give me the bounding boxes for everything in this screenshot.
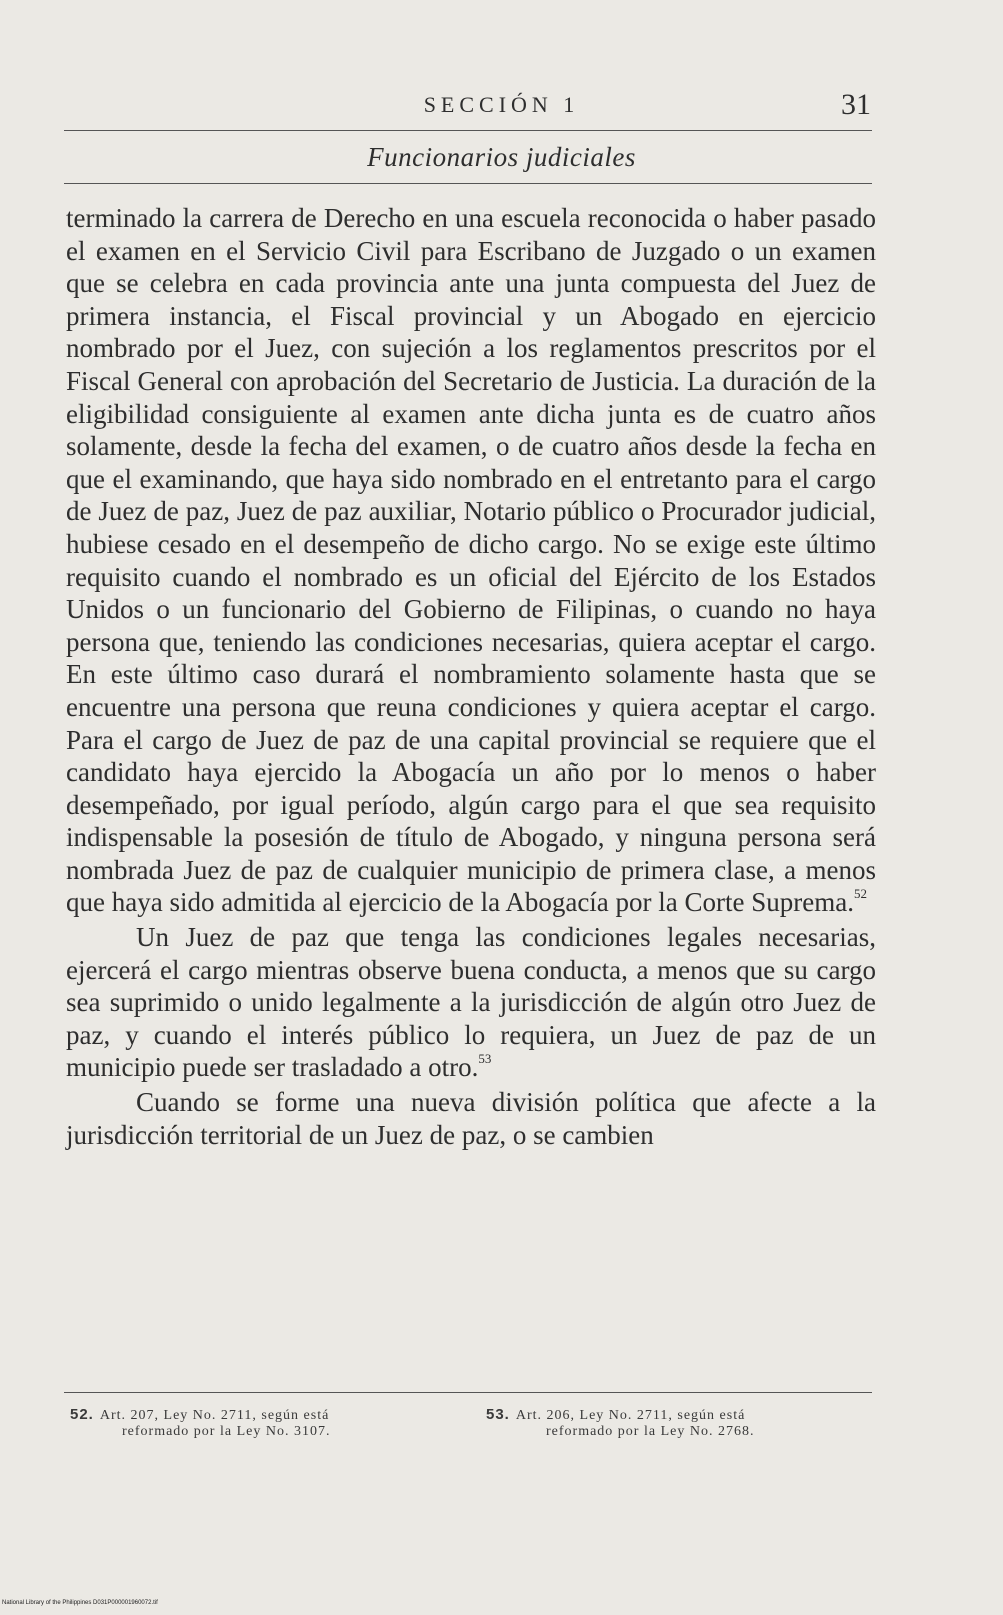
footnote-text-cont: reformado por la Ley No. 2768. (546, 1424, 755, 1439)
paragraph-1: terminado la carrera de Derecho en una escuela reconocida o haber pasado el examen en el Servicio Civil para Escribano de Juzgado o un examen que se celebra en cada provincia ante una junta compuesta del Juez de primera instancia, el Fiscal provincial y un Abogado en ejercicio nombrado por el Juez, con sujeción a los reglamentos prescritos por el Fiscal General con aprobación del Secretario de Justicia. La duración de la eligibilidad consiguiente al examen ante dicha junta es de cuatro años solamente, desde la fecha del examen, o de cuatro años desde la fecha en que el examinando, que haya sido nombrado en el entretanto para el cargo de Juez de paz, Juez de paz auxiliar, Notario público o Procurador judicial, hubiese cesado en el desempeño de dicho cargo. No se exige este último requisito cuando el nombrado es un oficial del Ejército de los Estados Unidos o un funcionario del Gobierno de Filipinas, o cuando no haya persona que, teniendo las condiciones necesarias, quiera aceptar el cargo. En este último caso durará el nombramiento solamente hasta que se encuentre una persona que reuna condiciones y quiera aceptar el cargo. Para el cargo de Juez de paz de una capital provincial se requiere que el candidato haya ejercido la Abogacía un año por lo menos o haber desempeñado, por igual período, algún cargo para el que sea requisito indispensable la posesión de título de Abogado, y ninguna persona será nombrada Juez de paz de cualquier municipio de primera clase, a menos que haya sido admitida al ejercicio de la Abogacía por la Corte Suprema.$^{52}$ (66, 203, 876, 918)
footnotes (70, 1406, 880, 1450)
footnote-ref-53: 53 (478, 1051, 492, 1067)
header-bottom-rule (64, 183, 872, 184)
paragraph-2: Un Juez de paz que tenga las condiciones legales necesarias, ejercerá el cargo mientras observe buena conducta, a menos que su cargo sea suprimido o unido legalmente a la jurisdicción de algún otro Juez de paz, y cuando el interés público lo requiera, un Juez de paz de un municipio puede ser trasladado a otro.$^{53}$ (66, 922, 876, 1083)
chapter-title: Funcionarios judiciales (367, 142, 636, 172)
footnote-number: 52. (70, 1406, 94, 1423)
footnote-text-cont: reformado por la Ley No. 3107. (122, 1424, 331, 1439)
footnote-52 (70, 1406, 450, 1440)
footnote-53 (486, 1406, 866, 1440)
body-text (66, 202, 876, 1151)
running-head (0, 88, 1003, 132)
footnote-text: Art. 206, Ley No. 2711, según está (515, 1408, 746, 1423)
footnote-rule (64, 1392, 872, 1393)
section-title: SECCIÓN 1 (423, 92, 580, 117)
header-rule (64, 130, 872, 131)
footnote-text: Art. 207, Ley No. 2711, según está (99, 1408, 330, 1423)
library-credit: National Library of the Philippines D031P000001960072.tif (2, 1600, 158, 1606)
page-number: 31 (841, 88, 871, 121)
footnote-number: 53. (486, 1406, 510, 1423)
paragraph-3: Cuando se forme una nueva división política que afecte a la jurisdicción territorial de un Juez de paz, o se cambien (66, 1087, 876, 1150)
footnote-ref-52: 52 (853, 886, 867, 902)
